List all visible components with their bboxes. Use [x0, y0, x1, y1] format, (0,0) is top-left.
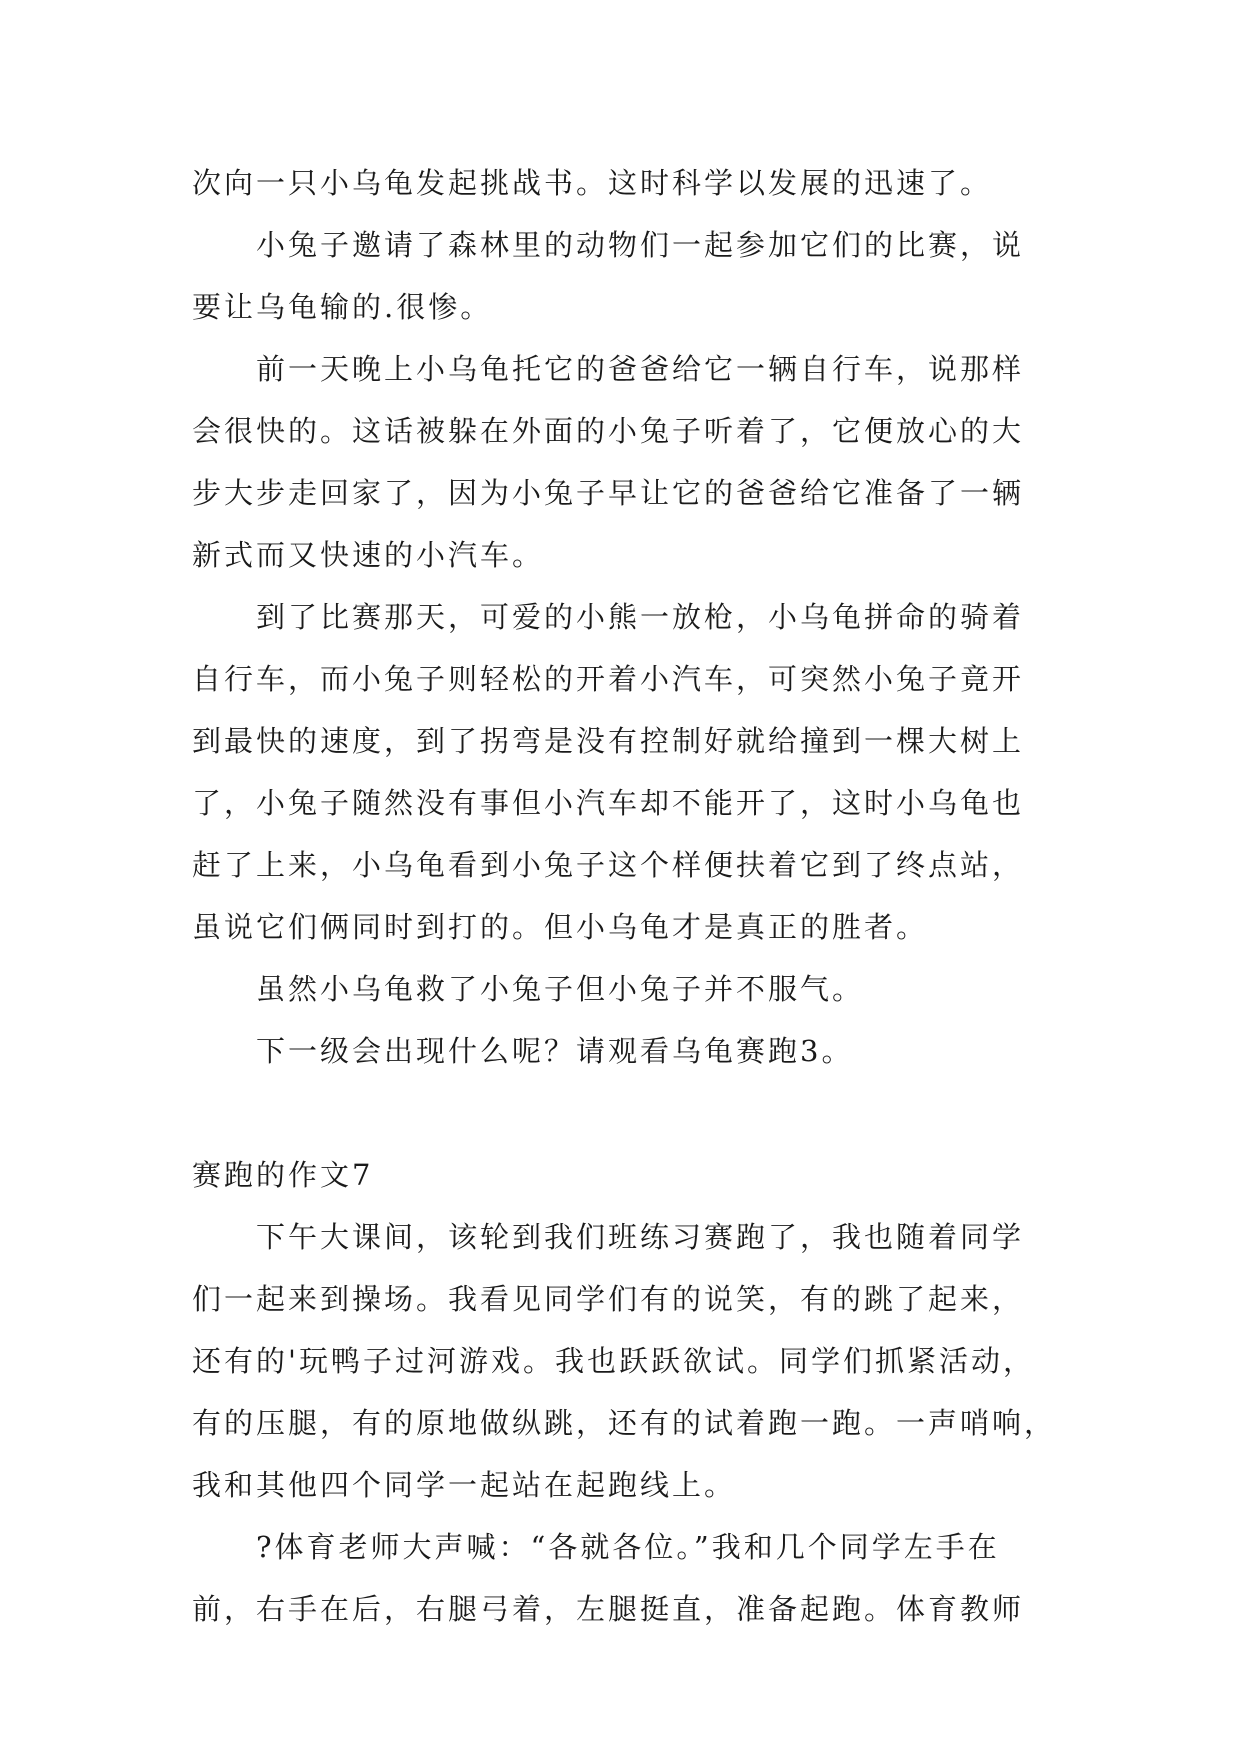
text-line: 新式而又快速的小汽车。 [192, 538, 545, 572]
section-gap [192, 1082, 1062, 1144]
text-line: 要让乌龟输的.很惨。 [192, 290, 493, 324]
text-line: 们一起来到操场。我看见同学们有的说笑，有的跳了起来， [192, 1282, 1025, 1316]
text-line: 小兔子邀请了森林里的动物们一起参加它们的比赛，说 [256, 228, 1025, 262]
text-line: 会很快的。这话被躲在外面的小兔子听着了，它便放心的大 [192, 414, 1025, 448]
text-line: ?体育老师大声喊：“各就各位。”我和几个同学左手在 [256, 1530, 1000, 1564]
text-line: 自行车，而小兔子则轻松的开着小汽车，可突然小兔子竟开 [192, 662, 1025, 696]
text-line: 前，右手在后，右腿弓着，左腿挺直，准备起跑。体育教师 [192, 1592, 1025, 1626]
text-line: 下午大课间，该轮到我们班练习赛跑了，我也随着同学 [256, 1220, 1025, 1254]
text-line: 到了比赛那天，可爱的小熊一放枪，小乌龟拼命的骑着 [256, 600, 1025, 634]
text-line: 赶了上来，小乌龟看到小兔子这个样便扶着它到了终点站， [192, 848, 1025, 882]
text-line: 步大步走回家了，因为小兔子早让它的爸爸给它准备了一辆 [192, 476, 1025, 510]
text-line: 有的压腿，有的原地做纵跳，还有的试着跑一跑。一声哨响， [192, 1406, 1057, 1440]
text-line: 虽然小乌龟救了小兔子但小兔子并不服气。 [256, 972, 865, 1006]
text-line: 次向一只小乌龟发起挑战书。这时科学以发展的迅速了。 [192, 166, 993, 200]
story-tail [192, 152, 1062, 1082]
text-line: 我和其他四个同学一起站在起跑线上。 [192, 1468, 737, 1502]
section-title: 赛跑的作文7 [192, 1158, 374, 1192]
text-line: 下一级会出现什么呢？请观看乌龟赛跑3。 [256, 1034, 854, 1068]
text-line: 了，小兔子随然没有事但小汽车却不能开了，这时小乌龟也 [192, 786, 1025, 820]
document-body [192, 152, 1062, 1640]
text-line: 虽说它们俩同时到打的。但小乌龟才是真正的胜者。 [192, 910, 929, 944]
text-line: 前一天晚上小乌龟托它的爸爸给它一辆自行车，说那样 [256, 352, 1025, 386]
essay-body [192, 1206, 1062, 1640]
text-line: 还有的'玩鸭子过河游戏。我也跃跃欲试。同学们抓紧活动， [192, 1344, 1035, 1378]
text-line: 到最快的速度，到了拐弯是没有控制好就给撞到一棵大树上 [192, 724, 1025, 758]
